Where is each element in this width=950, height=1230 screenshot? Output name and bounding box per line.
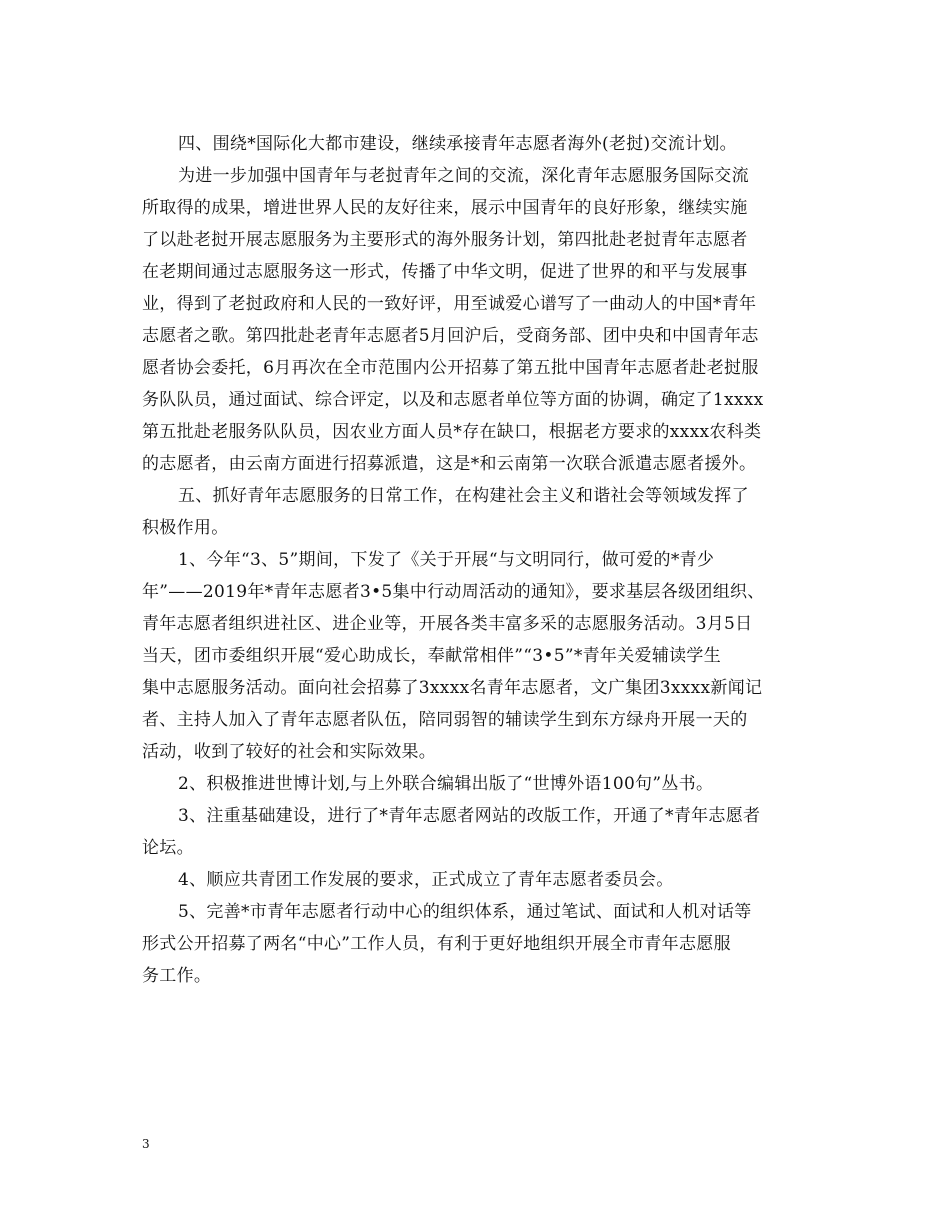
- text-line: 四、围绕*国际化大都市建设，继续承接青年志愿者海外(老挝)交流计划。: [178, 134, 737, 154]
- text-line: 务队队员，通过面试、综合评定，以及和志愿者单位等方面的协调，确定了1xxxx: [142, 390, 764, 410]
- text-line: 3、注重基础建设，进行了*青年志愿者网站的改版工作，开通了*青年志愿者: [178, 806, 761, 826]
- text-line: 了以赴老挝开展志愿服务为主要形式的海外服务计划，第四批赴老挝青年志愿者: [142, 230, 748, 250]
- text-line: 年”——2019年*青年志愿者3•5集中行动周活动的通知》，要求基层各级团组织、: [142, 582, 765, 602]
- text-line: 的志愿者，由云南方面进行招募派遣，这是*和云南第一次联合派遣志愿者援外。: [142, 454, 757, 474]
- text-line: 五、抓好青年志愿服务的日常工作，在构建社会主义和谐社会等领域发挥了: [178, 486, 749, 506]
- text-line: 论坛。: [142, 838, 194, 858]
- text-line: 形式公开招募了两名“中心”工作人员，有利于更好地组织开展全市青年志愿服: [142, 934, 731, 954]
- text-line: 愿者协会委托，6月再次在全市范围内公开招募了第五批中国青年志愿者赴老挝服: [142, 358, 759, 378]
- text-line: 志愿者之歌。第四批赴老青年志愿者5月回沪后，受商务部、团中央和中国青年志: [142, 326, 759, 346]
- text-line: 2、积极推进世博计划,与上外联合编辑出版了“世博外语100句”丛书。: [178, 774, 714, 794]
- text-line: 5、完善*市青年志愿者行动中心的组织体系，通过笔试、面试和人机对话等: [178, 902, 752, 922]
- text-line: 青年志愿者组织进社区、进企业等，开展各类丰富多采的志愿服务活动。3月5日: [142, 614, 753, 634]
- text-line: 业，得到了老挝政府和人民的一致好评，用至诚爱心谱写了一曲动人的中国*青年: [142, 294, 757, 314]
- text-line: 务工作。: [142, 966, 212, 986]
- document-body: [142, 128, 814, 992]
- text-line: 所取得的成果，增进世界人民的友好往来，展示中国青年的良好形象，继续实施: [142, 198, 748, 218]
- text-line: 为进一步加强中国青年与老挝青年之间的交流，深化青年志愿服务国际交流: [178, 166, 749, 186]
- text-line: 积极作用。: [142, 518, 229, 538]
- text-line: 当天，团市委组织开展“爱心助成长，奉献常相伴”“3•5”*青年关爱辅读学生: [142, 646, 722, 666]
- text-line: 者、主持人加入了青年志愿者队伍，陪同弱智的辅读学生到东方绿舟开展一天的: [142, 710, 748, 730]
- text-line: 活动，收到了较好的社会和实际效果。: [142, 742, 437, 762]
- text-line: 4、顺应共青团工作发展的要求，正式成立了青年志愿者委员会。: [178, 870, 674, 890]
- text-line: 第五批赴老服务队队员，因农业方面人员*存在缺口，根据老方要求的xxxx农科类: [142, 422, 762, 442]
- text-line: 1、今年“3、5”期间，下发了《关于开展“与文明同行，做可爱的*青少: [178, 550, 715, 570]
- text-line: 在老期间通过志愿服务这一形式，传播了中华文明，促进了世界的和平与发展事: [142, 262, 748, 282]
- text-line: 集中志愿服务活动。面向社会招募了3xxxx名青年志愿者，文广集团3xxxx新闻记: [142, 678, 763, 698]
- page-number: 3: [142, 1137, 150, 1151]
